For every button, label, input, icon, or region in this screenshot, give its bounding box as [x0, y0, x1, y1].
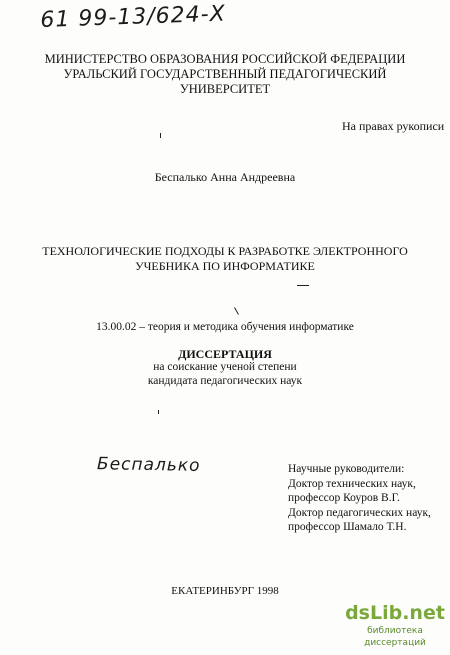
specialty-code: 13.00.02 – теория и методика обучения информатике	[96, 321, 354, 333]
thesis-title	[0, 244, 450, 274]
supervisor-2-name: профессор Шамало Т.Н.	[288, 521, 407, 533]
degree-line-2: кандидата педагогических наук	[147, 375, 303, 387]
ministry-line-3: УНИВЕРСИТЕТ	[179, 82, 271, 96]
manuscript-rights: На правах рукописи	[342, 119, 445, 133]
supervisors-block	[288, 462, 431, 535]
thesis-title-line-2: УЧЕБНИКА ПО ИНФОРМАТИКЕ	[135, 259, 315, 273]
watermark-subtitle: библиотека диссертаций	[364, 626, 426, 648]
stray-mark-2	[158, 410, 159, 414]
dissertation-label: ДИССЕРТАЦИЯ	[178, 347, 272, 361]
dslib-watermark	[345, 603, 445, 649]
degree-description	[0, 360, 450, 388]
city-year: ЕКАТЕРИНБУРГ 1998	[171, 585, 279, 597]
stray-tick	[234, 307, 239, 314]
ministry-header	[0, 52, 450, 97]
supervisor-1-degree: Доктор технических наук,	[288, 477, 416, 490]
handwritten-signature: Беспалько	[96, 454, 201, 476]
stray-mark	[160, 133, 161, 138]
ministry-line-2: УРАЛЬСКИЙ ГОСУДАРСТВЕННЫЙ ПЕДАГОГИЧЕСКИЙ	[63, 67, 387, 81]
handwritten-accession-number: 61 99-13/624-Х	[40, 1, 227, 33]
supervisor-2-degree: Доктор педагогических наук,	[288, 506, 431, 519]
stray-dash	[297, 285, 309, 286]
ministry-line-1: МИНИСТЕРСТВО ОБРАЗОВАНИЯ РОССИЙСКОЙ ФЕДЕРАЦИИ	[44, 52, 406, 66]
supervisor-1-name: профессор Коуров В.Г.	[288, 492, 400, 504]
thesis-title-line-1: ТЕХНОЛОГИЧЕСКИЕ ПОДХОДЫ К РАЗРАБОТКЕ ЭЛЕКТРОННОГО	[42, 244, 408, 258]
watermark-logo: dsLib.net	[345, 602, 445, 624]
supervisors-heading: Научные руководители:	[288, 463, 405, 475]
author-name: Беспалько Анна Андреевна	[154, 170, 296, 184]
degree-line-1: на соискание ученой степени	[153, 361, 297, 373]
